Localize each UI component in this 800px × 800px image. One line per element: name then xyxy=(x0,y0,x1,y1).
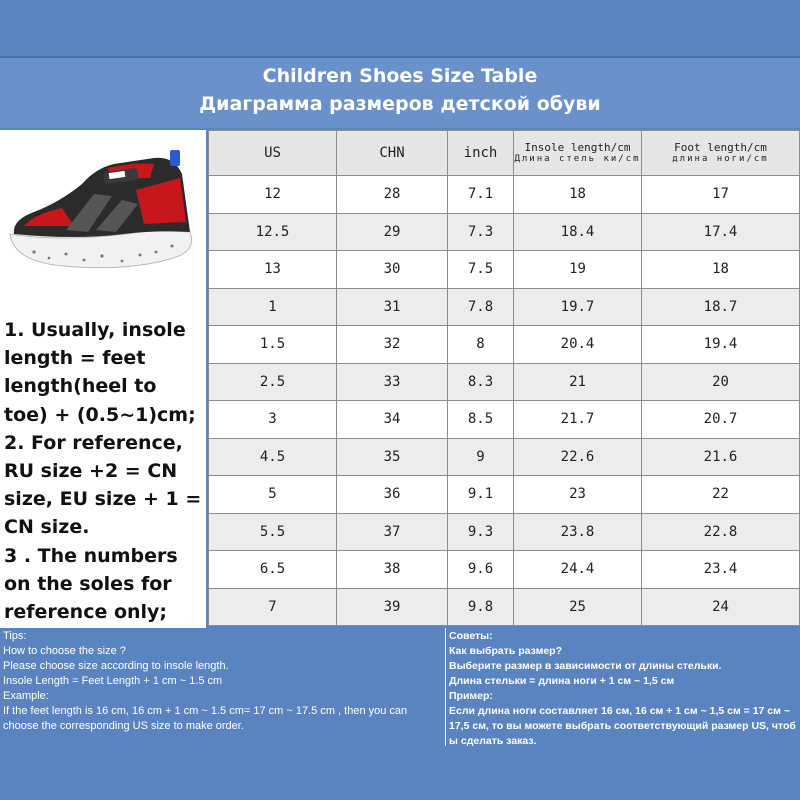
notes-list xyxy=(4,316,206,626)
cell-inch: 8.5 xyxy=(448,401,514,439)
cell-us: 12.5 xyxy=(209,213,337,251)
note-item: 2. For reference, RU size +2 = CN size, EU size + 1 = CN size. xyxy=(4,431,208,539)
cell-foot: 19.4 xyxy=(642,326,800,364)
cell-chn: 39 xyxy=(337,588,448,626)
tips-english xyxy=(3,629,443,734)
sneaker-photo-icon xyxy=(4,134,202,284)
cell-inch: 9.1 xyxy=(448,476,514,514)
cell-insole: 22.6 xyxy=(514,438,642,476)
cell-us: 12 xyxy=(209,176,337,214)
header-foot-ru: длина ноги/cm xyxy=(672,153,769,164)
cell-chn: 37 xyxy=(337,513,448,551)
header-us: US xyxy=(209,131,337,176)
header-foot-en: Foot length/cm xyxy=(674,140,767,154)
cell-inch: 7.8 xyxy=(448,288,514,326)
left-panel xyxy=(0,130,206,628)
cell-inch: 7.1 xyxy=(448,176,514,214)
title-russian: Диаграмма размеров детской обуви xyxy=(199,93,601,115)
cell-inch: 8 xyxy=(448,326,514,364)
cell-foot: 22 xyxy=(642,476,800,514)
cell-insole: 23 xyxy=(514,476,642,514)
tips-line: If the feet length is 16 cm, 16 cm + 1 cm ~ 1.5 cm= 17 cm ~ 17.5 cm , then you can choose the corresponding US size to make order. xyxy=(3,705,408,732)
cell-us: 7 xyxy=(209,588,337,626)
table-row xyxy=(209,326,800,364)
cell-chn: 30 xyxy=(337,251,448,289)
tips-line: Insole Length = Feet Length + 1 cm ~ 1.5 cm xyxy=(3,675,223,687)
tips-line: Example: xyxy=(3,690,49,702)
table-row xyxy=(209,401,800,439)
tips-line: Выберите размер в зависимости от длины стельки. xyxy=(449,660,722,672)
cell-chn: 34 xyxy=(337,401,448,439)
cell-us: 6.5 xyxy=(209,551,337,589)
table-row xyxy=(209,176,800,214)
header-chn: CHN xyxy=(337,131,448,176)
cell-inch: 9.6 xyxy=(448,551,514,589)
cell-insole: 19.7 xyxy=(514,288,642,326)
cell-chn: 38 xyxy=(337,551,448,589)
tips-line: Советы: xyxy=(449,630,493,642)
cell-foot: 18.7 xyxy=(642,288,800,326)
header-insole-ru: Длина стель ки/cm xyxy=(514,153,641,164)
table-row xyxy=(209,213,800,251)
cell-inch: 9 xyxy=(448,438,514,476)
cell-insole: 21 xyxy=(514,363,642,401)
tips-line: Please choose size according to insole length. xyxy=(3,660,229,672)
cell-foot: 23.4 xyxy=(642,551,800,589)
table-row xyxy=(209,288,800,326)
cell-foot: 17.4 xyxy=(642,213,800,251)
tips-panel xyxy=(0,628,800,746)
cell-us: 1.5 xyxy=(209,326,337,364)
cell-insole: 18.4 xyxy=(514,213,642,251)
cell-foot: 21.6 xyxy=(642,438,800,476)
cell-chn: 36 xyxy=(337,476,448,514)
cell-insole: 18 xyxy=(514,176,642,214)
page-header xyxy=(0,58,800,128)
cell-us: 3 xyxy=(209,401,337,439)
cell-us: 1 xyxy=(209,288,337,326)
cell-foot: 17 xyxy=(642,176,800,214)
cell-insole: 20.4 xyxy=(514,326,642,364)
tips-line: Tips: xyxy=(3,630,27,642)
cell-us: 5.5 xyxy=(209,513,337,551)
table-row xyxy=(209,251,800,289)
tips-russian xyxy=(449,629,797,749)
cell-chn: 33 xyxy=(337,363,448,401)
table-header-row xyxy=(209,131,800,176)
cell-foot: 24 xyxy=(642,588,800,626)
table-row xyxy=(209,513,800,551)
note-item: 3 . The numbers on the soles for reference only; xyxy=(4,544,185,624)
tips-line: Пример: xyxy=(449,690,493,702)
table-row xyxy=(209,476,800,514)
tips-line: How to choose the size ? xyxy=(3,645,126,657)
cell-chn: 29 xyxy=(337,213,448,251)
header-insole-en: Insole length/cm xyxy=(524,140,631,154)
cell-chn: 32 xyxy=(337,326,448,364)
tips-line: Длина стельки = длина ноги + 1 см ~ 1,5 см xyxy=(449,675,675,687)
table-row xyxy=(209,438,800,476)
table-row xyxy=(209,588,800,626)
cell-foot: 20.7 xyxy=(642,401,800,439)
table-row xyxy=(209,363,800,401)
cell-us: 13 xyxy=(209,251,337,289)
tips-line: Как выбрать размер? xyxy=(449,645,562,657)
cell-insole: 23.8 xyxy=(514,513,642,551)
cell-insole: 25 xyxy=(514,588,642,626)
title-english: Children Shoes Size Table xyxy=(262,65,538,87)
table-row xyxy=(209,551,800,589)
cell-us: 2.5 xyxy=(209,363,337,401)
cell-inch: 7.3 xyxy=(448,213,514,251)
cell-insole: 21.7 xyxy=(514,401,642,439)
cell-chn: 35 xyxy=(337,438,448,476)
cell-foot: 22.8 xyxy=(642,513,800,551)
cell-inch: 7.5 xyxy=(448,251,514,289)
cell-us: 5 xyxy=(209,476,337,514)
cell-us: 4.5 xyxy=(209,438,337,476)
cell-inch: 8.3 xyxy=(448,363,514,401)
cell-inch: 9.8 xyxy=(448,588,514,626)
cell-chn: 31 xyxy=(337,288,448,326)
size-table xyxy=(208,130,800,626)
cell-foot: 20 xyxy=(642,363,800,401)
header-foot xyxy=(642,131,800,176)
cell-foot: 18 xyxy=(642,251,800,289)
cell-insole: 19 xyxy=(514,251,642,289)
tips-line: Если длина ноги составляет 16 см, 16 см + 1 см ~ 1,5 см = 17 см ~ 17,5 см, то вы можете выбрать соответствующий размер US, чтоб ы сделать заказ. xyxy=(449,705,796,747)
note-item: 1. Usually, insole length = feet length(heel to toe) + (0.5~1)cm; xyxy=(4,319,196,426)
header-inch: inch xyxy=(448,131,514,176)
header-insole xyxy=(514,131,642,176)
tips-divider xyxy=(445,628,446,746)
cell-insole: 24.4 xyxy=(514,551,642,589)
cell-inch: 9.3 xyxy=(448,513,514,551)
cell-chn: 28 xyxy=(337,176,448,214)
